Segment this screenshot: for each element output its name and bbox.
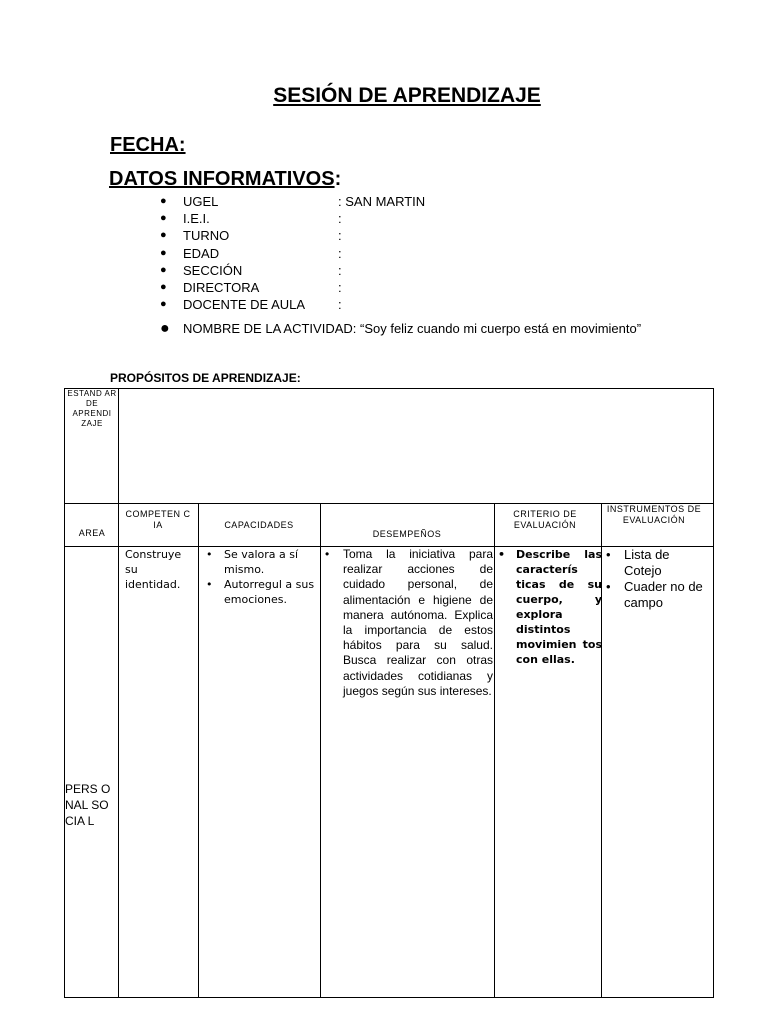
info-value: : xyxy=(338,279,342,295)
bullet-icon: ● xyxy=(160,298,167,311)
info-row-docente xyxy=(160,296,425,313)
info-row-ugel xyxy=(160,193,425,210)
datos-colon: : xyxy=(334,168,342,190)
info-label: DIRECTORA xyxy=(183,279,260,295)
bullet-icon: ● xyxy=(160,246,167,259)
bullet-icon: ● xyxy=(160,320,170,337)
desempeno-item: • Toma la iniciativa para realizar acciones de cuidado personal, de alimentación e higiene de manera autónoma. Explica la importancia de estos hábitos para su salud. Busca realizar con otras actividades cotidianas y juegos según sus intereses. xyxy=(319,547,493,699)
header-desempenos: DESEMPEÑOS xyxy=(372,529,442,539)
info-row-seccion xyxy=(160,262,425,279)
competencia-cell: Construye su identidad. xyxy=(125,548,182,591)
bullet-icon: ● xyxy=(160,195,167,207)
datos-informativos-heading xyxy=(109,168,341,191)
criterio-cell xyxy=(516,547,602,667)
info-label: EDAD xyxy=(183,245,220,261)
info-value: : xyxy=(338,228,342,244)
capacidades-cell xyxy=(224,547,320,607)
info-list xyxy=(160,193,425,313)
desempeno-cell xyxy=(343,547,493,699)
info-row-turno xyxy=(160,227,425,244)
table-border-top xyxy=(64,388,714,389)
info-row-edad xyxy=(160,245,425,262)
activity-name: NOMBRE DE LA ACTIVIDAD: “Soy feliz cuando mi cuerpo está en movimiento” xyxy=(183,321,642,336)
table-divider-col1 xyxy=(118,388,119,998)
table-divider-col2 xyxy=(198,503,199,998)
table-border-left xyxy=(64,388,65,998)
info-label: DOCENTE DE AULA xyxy=(183,297,306,313)
bullet-icon: ● xyxy=(160,263,167,276)
propositos-heading: PROPÓSITOS DE APRENDIZAJE: xyxy=(110,371,301,385)
header-capacidades: CAPACIDADES xyxy=(224,520,294,530)
info-value: : xyxy=(338,297,342,313)
bullet-icon: ● xyxy=(160,229,167,242)
fecha-label: FECHA: xyxy=(110,134,186,156)
header-competencia: COMPETEN C IA xyxy=(125,509,191,530)
info-row-iei xyxy=(160,210,425,227)
header-area: AREA xyxy=(78,528,106,538)
info-value: : SAN MARTIN xyxy=(338,194,426,209)
header-instrumentos: INSTRUMENTOS DE EVALUACIÓN xyxy=(606,504,702,525)
estandar-label: ESTAND AR DE APRENDI ZAJE xyxy=(67,389,117,428)
table-border-bottom xyxy=(64,997,714,998)
instrumento-item: • Lista de Cotejo xyxy=(600,547,704,579)
capacidad-item: • Se valora a sí mismo. xyxy=(200,547,320,577)
info-label: TURNO xyxy=(183,228,230,244)
bullet-icon: ● xyxy=(160,212,167,225)
info-label: I.E.I. xyxy=(183,211,210,227)
instrumento-item: • Cuader no de campo xyxy=(600,579,704,611)
page-title: SESIÓN DE APRENDIZAJE xyxy=(273,84,541,107)
info-label: UGEL xyxy=(183,194,219,209)
capacidad-item: • Autorregul a sus emociones. xyxy=(200,577,320,607)
activity-row xyxy=(160,321,641,336)
table-border-right xyxy=(713,388,714,998)
info-row-directora xyxy=(160,279,425,296)
instrumentos-cell xyxy=(624,547,704,611)
area-cell: PERS ONAL SOCIA L xyxy=(65,782,111,828)
info-value: : xyxy=(338,262,342,278)
datos-label: DATOS INFORMATIVOS xyxy=(109,168,335,190)
info-value: : xyxy=(338,245,342,261)
info-value: : xyxy=(338,211,342,227)
header-criterio: CRITERIO DE EVALUACIÓN xyxy=(513,509,577,530)
info-label: SECCIÓN xyxy=(183,262,243,278)
criterio-item: • Describe las caracterís ticas de su cuerpo, y explora distintos movimien tos con ellas. xyxy=(492,547,602,667)
bullet-icon: ● xyxy=(160,280,167,293)
